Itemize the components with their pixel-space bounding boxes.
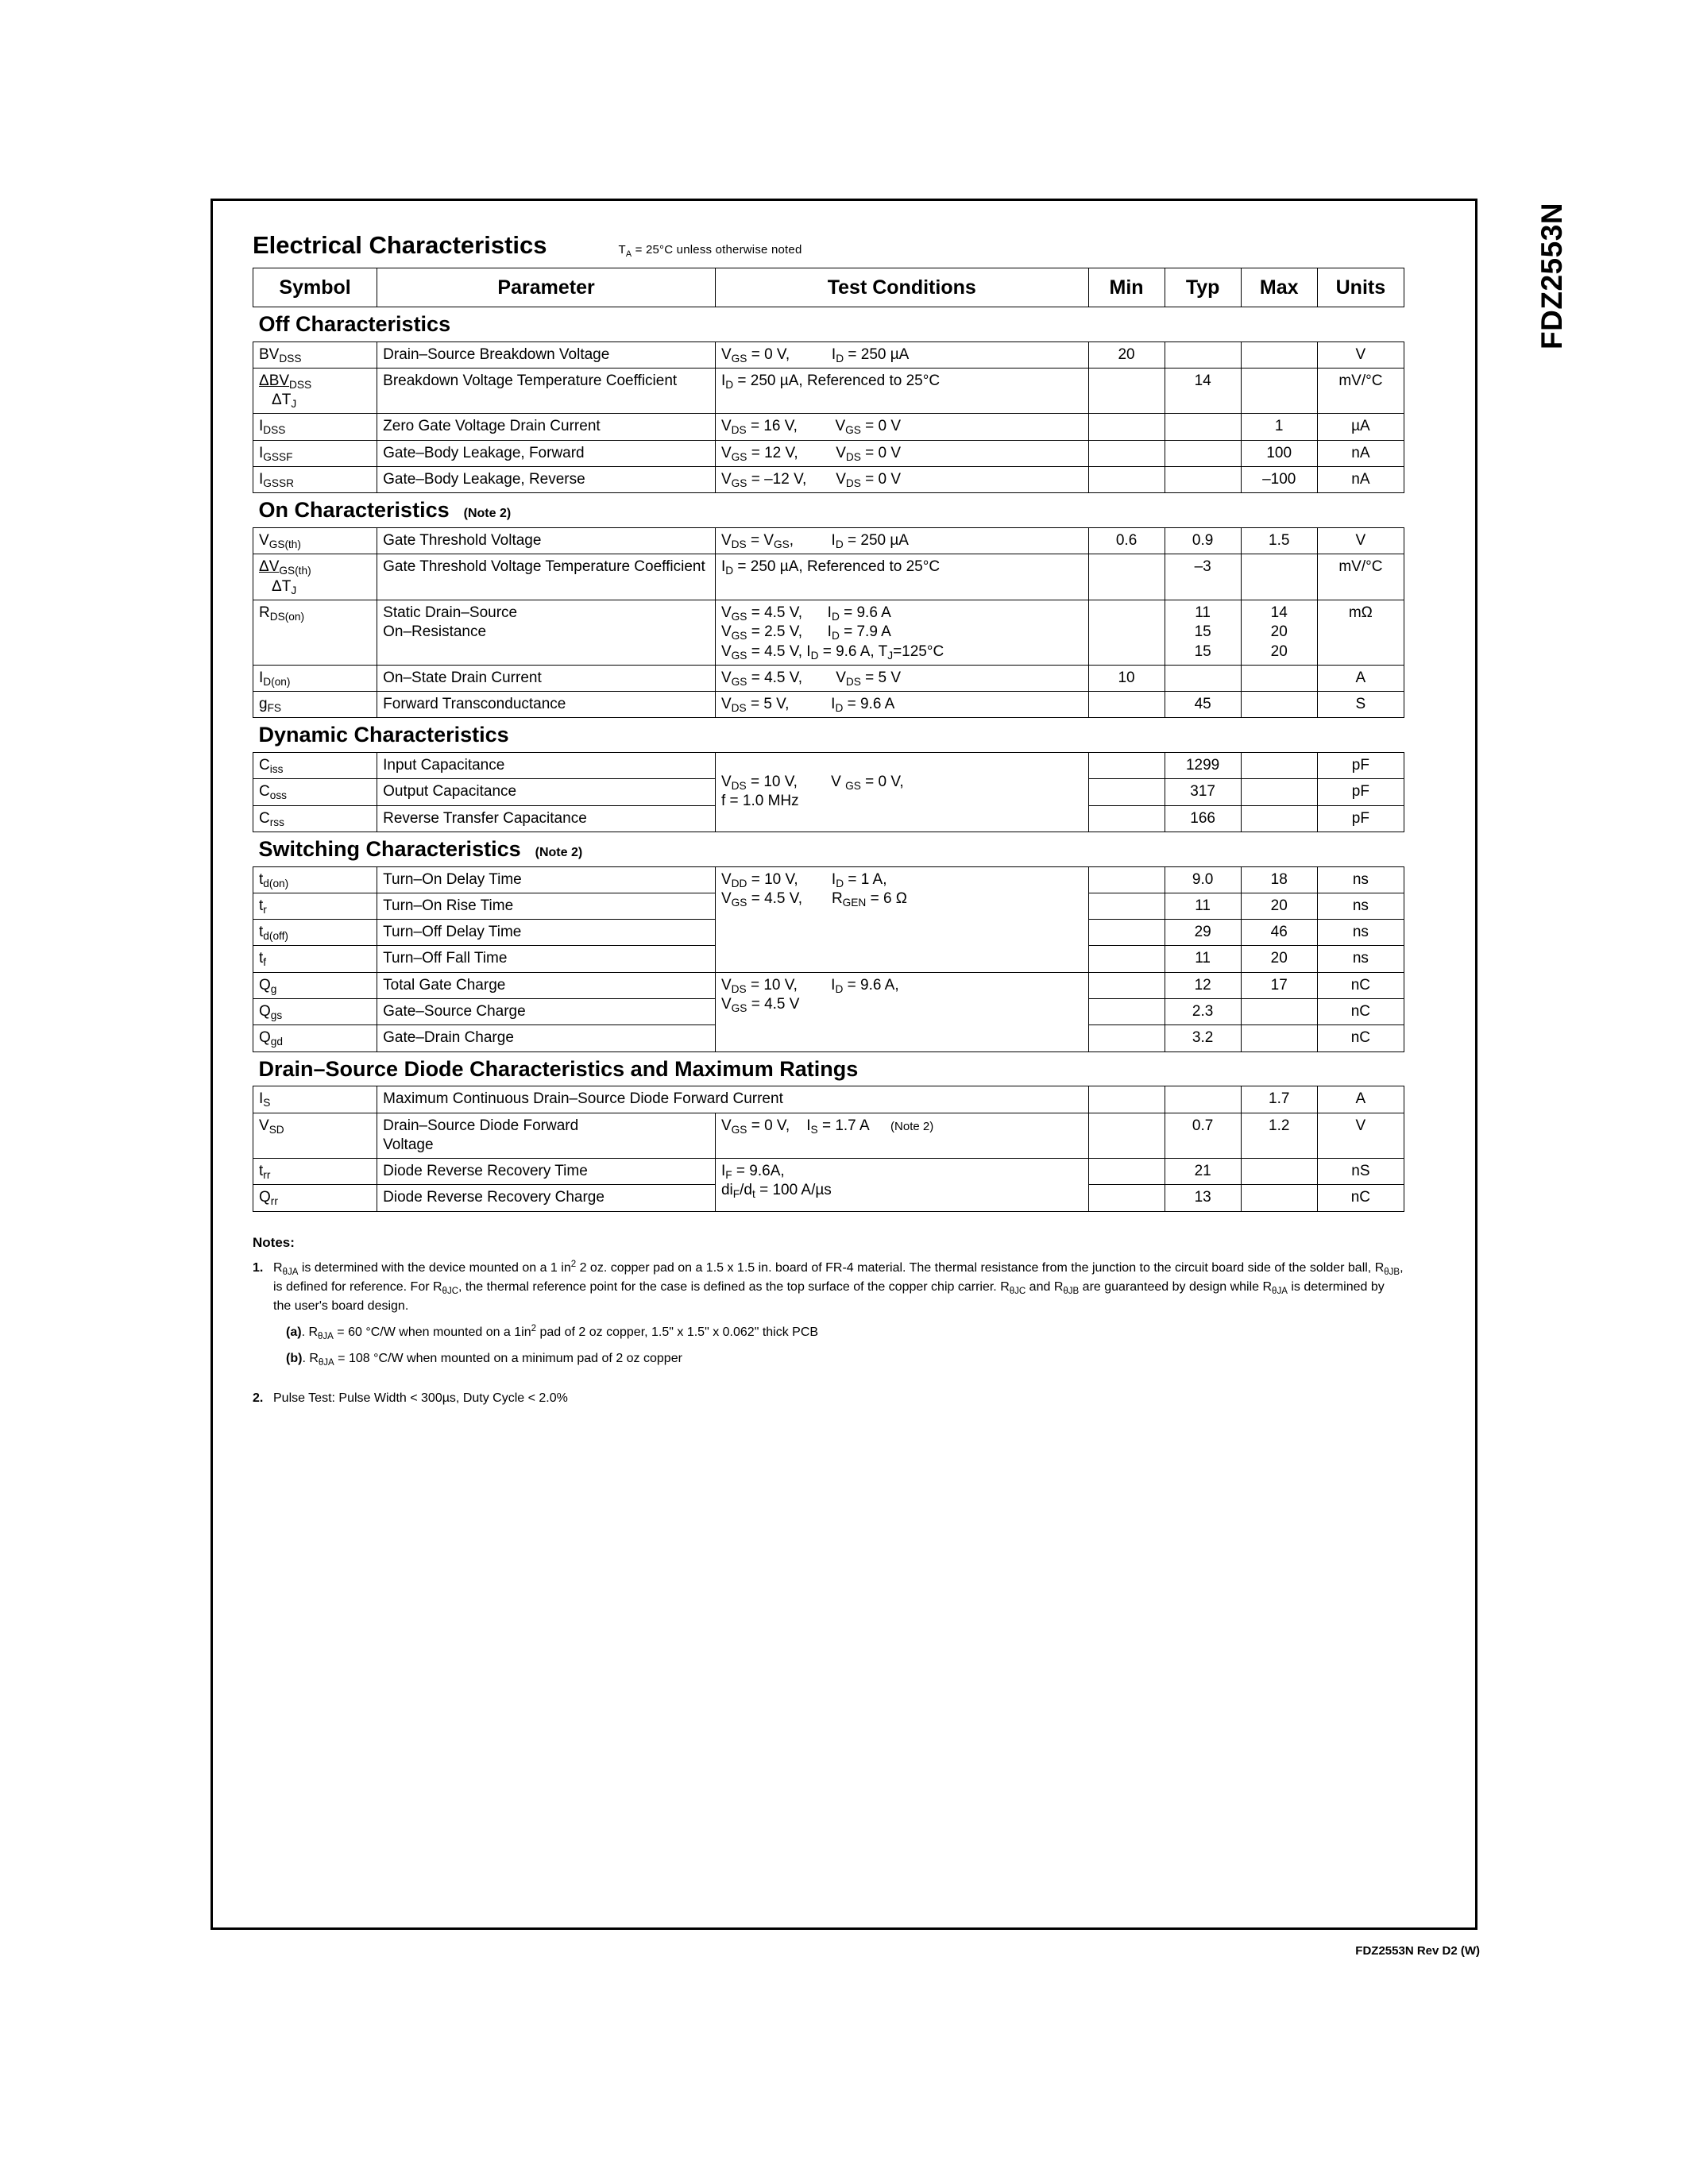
cell-symbol: $t_{d(off)}$ [253, 920, 377, 946]
cell-typ: 1299 [1165, 753, 1241, 779]
cell-symbol: $Q_{gs}$ [253, 999, 377, 1025]
cell-conditions-merged: $I_F = 9.6A$, $di_F/d_t = 100$ A/µs [715, 1159, 1088, 1212]
cell-typ: 13 [1165, 1185, 1241, 1211]
cell-parameter: Turn–On Rise Time [377, 893, 716, 919]
cell-typ: 12 [1165, 972, 1241, 998]
cell-min [1088, 600, 1165, 665]
cell-symbol: $Q_{rr}$ [253, 1185, 377, 1211]
cell-conditions: $V_{GS} = 0$ V, $I_S = 1.7$ A (Note 2) [715, 1113, 1088, 1159]
cell-max [1241, 665, 1317, 691]
note-subitem: (a). $R_{\theta JA} = 60$ °C/W when mounted on a $1in^2$ pad of 2 oz copper, 1.5" x 1.5" x 0.062" thick PCB [286, 1324, 819, 1342]
cell-max: 20 [1241, 946, 1317, 972]
cell-symbol: $t_f$ [253, 946, 377, 972]
cell-symbol: $BV_{DSS}$ [253, 341, 377, 368]
cell-typ: 317 [1165, 779, 1241, 805]
cell-units: nA [1317, 467, 1404, 493]
cell-min [1088, 866, 1165, 893]
cell-symbol: $C_{iss}$ [253, 753, 377, 779]
table-row [253, 1159, 1404, 1185]
cell-symbol: $I_{GSSF}$ [253, 440, 377, 466]
cell-parameter: Output Capacitance [377, 779, 716, 805]
cell-max [1241, 805, 1317, 832]
cell-parameter: Drain–Source Breakdown Voltage [377, 341, 716, 368]
notes-title: Notes: [253, 1234, 295, 1250]
cell-units: nS [1317, 1159, 1404, 1185]
table-row [253, 467, 1404, 493]
cell-symbol: $I_{GSSR}$ [253, 467, 377, 493]
table-row [253, 753, 1404, 779]
cell-units: nC [1317, 972, 1404, 998]
cell-min [1088, 920, 1165, 946]
cell-conditions-merged: $V_{DD} = 10$ V, $I_D = 1$ A, $V_{GS} = 4.5$ V, $R_{GEN} = 6$ Ω [715, 866, 1088, 972]
cell-conditions: $V_{GS} = 0$ V, $I_D = 250$ µA [715, 341, 1088, 368]
cell-max [1241, 1025, 1317, 1051]
cell-conditions: $I_D = 250$ µA, Referenced to 25°C [715, 368, 1088, 414]
cell-conditions-merged: $V_{DS} = 10$ V, V $_{GS}$ = 0 V, f = 1.0 MHz [715, 753, 1088, 832]
col-max: Max [1241, 268, 1317, 307]
cell-max: 17 [1241, 972, 1317, 998]
cell-min: 10 [1088, 665, 1165, 691]
cell-units: ns [1317, 946, 1404, 972]
cell-typ [1165, 341, 1241, 368]
cell-parameter: Gate Threshold Voltage [377, 527, 716, 554]
group-note: (Note 2) [535, 845, 583, 859]
cell-min [1088, 1025, 1165, 1051]
cell-conditions: $V_{GS} = 12$ V, $V_{DS} = 0$ V [715, 440, 1088, 466]
cell-typ: 9.0 [1165, 866, 1241, 893]
col-min: Min [1088, 268, 1165, 307]
table-row [253, 665, 1404, 691]
cell-typ: 0.9 [1165, 527, 1241, 554]
cell-parameter: Static Drain–Source On–Resistance [377, 600, 716, 665]
cell-units: pF [1317, 805, 1404, 832]
group-title: Off Characteristics [258, 312, 451, 336]
table-row [253, 368, 1404, 414]
cell-parameter: Gate Threshold Voltage Temperature Coefficient [377, 554, 716, 600]
cell-parameter: Diode Reverse Recovery Time [377, 1159, 716, 1185]
cell-symbol: $R_{DS(on)}$ [253, 600, 377, 665]
note-number: 2. [253, 1391, 264, 1406]
cell-parameter: Reverse Transfer Capacitance [377, 805, 716, 832]
cell-max [1241, 753, 1317, 779]
datasheet-page-frame [211, 199, 1477, 1930]
cell-max [1241, 999, 1317, 1025]
cell-symbol: $C_{rss}$ [253, 805, 377, 832]
cell-max: 18 [1241, 866, 1317, 893]
cell-units: ns [1317, 893, 1404, 919]
cell-units: V [1317, 1113, 1404, 1159]
cell-min [1088, 554, 1165, 600]
cell-parameter: Gate–Source Charge [377, 999, 716, 1025]
cell-conditions: $I_D = 250$ µA, Referenced to 25°C [715, 554, 1088, 600]
cell-typ: 14 [1165, 368, 1241, 414]
cell-units: V [1317, 527, 1404, 554]
cell-units: nC [1317, 1185, 1404, 1211]
cell-min [1088, 1185, 1165, 1211]
cell-units: S [1317, 692, 1404, 718]
table-row [253, 600, 1404, 665]
cell-units: pF [1317, 753, 1404, 779]
note-item [253, 1389, 1404, 1408]
note-number: 1. [253, 1261, 264, 1275]
cell-max: 1 [1241, 414, 1317, 440]
cell-typ [1165, 665, 1241, 691]
cell-max [1241, 1185, 1317, 1211]
cell-parameter: Input Capacitance [377, 753, 716, 779]
cell-max: 1.2 [1241, 1113, 1317, 1159]
cell-typ: 11 [1165, 893, 1241, 919]
page-title: Electrical Characteristics [253, 231, 547, 259]
cell-typ [1165, 440, 1241, 466]
cell-min [1088, 972, 1165, 998]
cell-conditions-merged: $V_{DS} = 10$ V, $I_D = 9.6$ A, $V_{GS} = 4.5$ V [715, 972, 1088, 1051]
cell-symbol: $I_S$ [253, 1086, 377, 1113]
section-header [253, 231, 1404, 260]
note-subitem: (b). $R_{\theta JA} = 108$ °C/W when mounted on a minimum pad of 2 oz copper [286, 1352, 682, 1368]
table-row [253, 1113, 1404, 1159]
cell-typ: 11 15 15 [1165, 600, 1241, 665]
table-header-row [253, 268, 1404, 307]
cell-min [1088, 1113, 1165, 1159]
cell-symbol: $\Delta V_{GS(th)}$ $\Delta T_J$ [253, 554, 377, 600]
cell-max [1241, 779, 1317, 805]
cell-min [1088, 440, 1165, 466]
cell-parameter: Gate–Drain Charge [377, 1025, 716, 1051]
section-condition: $T_A = 25^\circ C$ unless otherwise noted [618, 243, 802, 259]
cell-parameter: Turn–On Delay Time [377, 866, 716, 893]
cell-parameter: Turn–Off Fall Time [377, 946, 716, 972]
cell-max: 46 [1241, 920, 1317, 946]
col-typ: Typ [1165, 268, 1241, 307]
cell-max [1241, 341, 1317, 368]
group-header-dynamic-characteristics [253, 718, 1404, 753]
group-title: Switching Characteristics [258, 836, 521, 861]
cell-symbol: $Q_g$ [253, 972, 377, 998]
cell-typ: 11 [1165, 946, 1241, 972]
table-row [253, 440, 1404, 466]
group-header-on-characteristics [253, 493, 1404, 528]
cell-symbol: $I_{D(on)}$ [253, 665, 377, 691]
cell-units: mV/°C [1317, 554, 1404, 600]
cell-min [1088, 692, 1165, 718]
cell-max [1241, 554, 1317, 600]
cell-units: nC [1317, 1025, 1404, 1051]
table-row [253, 341, 1404, 368]
note-text: $R_{\theta JA}$ is determined with the device mounted on a 1 $in^2$ 2 oz. copper pad on a 1.5 x 1.5 in. board of FR-4 material. The thermal resistance from the junction to the circuit board side of the solder ball, $R_{\theta JB}$, is defined for reference. For $R_{\theta JC}$, the thermal reference point for the case is defined as the top surface of the copper chip carrier. $R_{\theta JC}$ and $R_{\theta JB}$ are guaranteed by design while $R_{\theta JA}$ is determined by the user's board design. [273, 1260, 1404, 1314]
group-title: Dynamic Characteristics [258, 723, 509, 747]
cell-max: 100 [1241, 440, 1317, 466]
cell-units: ns [1317, 920, 1404, 946]
cell-units: mV/°C [1317, 368, 1404, 414]
cell-units: nC [1317, 999, 1404, 1025]
cell-max [1241, 1159, 1317, 1185]
cell-units: ns [1317, 866, 1404, 893]
cell-parameter: Gate–Body Leakage, Forward [377, 440, 716, 466]
cell-max: 20 [1241, 893, 1317, 919]
col-units: Units [1317, 268, 1404, 307]
cell-parameter: Forward Transconductance [377, 692, 716, 718]
table-row [253, 972, 1404, 998]
cell-units: mΩ [1317, 600, 1404, 665]
table-row [253, 1086, 1404, 1113]
cell-conditions: $V_{DS} = V_{GS}$, $I_D = 250$ µA [715, 527, 1088, 554]
cell-typ [1165, 467, 1241, 493]
cell-max: 14 20 20 [1241, 600, 1317, 665]
cell-units: A [1317, 665, 1404, 691]
cell-typ: 0.7 [1165, 1113, 1241, 1159]
col-parameter: Parameter [377, 268, 716, 307]
cell-min [1088, 999, 1165, 1025]
cell-min [1088, 805, 1165, 832]
cell-max [1241, 368, 1317, 414]
group-header-switching-characteristics [253, 832, 1404, 866]
cell-symbol: $Q_{gd}$ [253, 1025, 377, 1051]
group-title: Drain–Source Diode Characteristics and Maximum Ratings [258, 1056, 859, 1081]
cell-parameter: Maximum Continuous Drain–Source Diode Forward Current [377, 1086, 1088, 1113]
cell-min: 20 [1088, 341, 1165, 368]
cell-min [1088, 368, 1165, 414]
group-header-off-characteristics [253, 307, 1404, 342]
table-row [253, 414, 1404, 440]
page-content [253, 231, 1404, 1411]
cell-units: µA [1317, 414, 1404, 440]
cell-max: –100 [1241, 467, 1317, 493]
cell-min: 0.6 [1088, 527, 1165, 554]
cell-parameter: Breakdown Voltage Temperature Coefficient [377, 368, 716, 414]
cell-min [1088, 946, 1165, 972]
cell-min [1088, 893, 1165, 919]
cell-conditions: $V_{GS} = -12$ V, $V_{DS} = 0$ V [715, 467, 1088, 493]
col-symbol: Symbol [253, 268, 377, 307]
cell-typ [1165, 414, 1241, 440]
table-row [253, 527, 1404, 554]
cell-conditions: $V_{DS} = 5$ V, $I_D = 9.6$ A [715, 692, 1088, 718]
page-footer: FDZ2553N Rev D2 (W) [1355, 1944, 1480, 1958]
cell-parameter: Turn–Off Delay Time [377, 920, 716, 946]
cell-parameter: Drain–Source Diode Forward Voltage [377, 1113, 716, 1159]
cell-typ: 21 [1165, 1159, 1241, 1185]
cell-typ [1165, 1086, 1241, 1113]
cell-min [1088, 1159, 1165, 1185]
cell-parameter: On–State Drain Current [377, 665, 716, 691]
cell-typ: 29 [1165, 920, 1241, 946]
cell-typ: 45 [1165, 692, 1241, 718]
cell-max: 1.5 [1241, 527, 1317, 554]
cell-max [1241, 692, 1317, 718]
cell-parameter: Diode Reverse Recovery Charge [377, 1185, 716, 1211]
cell-symbol: $V_{GS(th)}$ [253, 527, 377, 554]
cell-typ: 166 [1165, 805, 1241, 832]
electrical-characteristics-table [253, 268, 1404, 1212]
cell-symbol: $t_{d(on)}$ [253, 866, 377, 893]
cell-symbol: $t_{rr}$ [253, 1159, 377, 1185]
cell-min [1088, 779, 1165, 805]
part-number-side-label: FDZ2553N [1535, 203, 1568, 349]
cell-symbol: $\Delta BV_{DSS}$ $\Delta T_J$ [253, 368, 377, 414]
group-title: On Characteristics [258, 498, 450, 523]
cell-symbol: $V_{SD}$ [253, 1113, 377, 1159]
cell-typ: 3.2 [1165, 1025, 1241, 1051]
cell-symbol: $t_r$ [253, 893, 377, 919]
table-row [253, 554, 1404, 600]
cell-parameter: Total Gate Charge [377, 972, 716, 998]
notes-section [253, 1233, 1404, 1409]
cell-parameter: Gate–Body Leakage, Reverse [377, 467, 716, 493]
cell-units: V [1317, 341, 1404, 368]
cell-min [1088, 1086, 1165, 1113]
cell-typ: 2.3 [1165, 999, 1241, 1025]
note-item [253, 1259, 1404, 1316]
cell-parameter: Zero Gate Voltage Drain Current [377, 414, 716, 440]
note-text: Pulse Test: Pulse Width < 300µs, Duty Cycle < 2.0% [273, 1391, 568, 1406]
cell-conditions: $V_{GS} = 4.5$ V, $I_D = 9.6$ A $V_{GS} = 2.5$ V, $I_D = 7.9$ A $V_{GS} = 4.5$ V, $I_D = 9.6$ A, $T_J=125^\circ C$ [715, 600, 1088, 665]
cell-max: 1.7 [1241, 1086, 1317, 1113]
table-row [253, 866, 1404, 893]
cell-symbol: $C_{oss}$ [253, 779, 377, 805]
group-header-diode-characteristics [253, 1051, 1404, 1086]
cell-units: A [1317, 1086, 1404, 1113]
group-note: (Note 2) [463, 507, 512, 521]
cell-typ: –3 [1165, 554, 1241, 600]
cell-units: nA [1317, 440, 1404, 466]
cell-conditions: $V_{DS} = 16$ V, $V_{GS} = 0$ V [715, 414, 1088, 440]
cell-min [1088, 414, 1165, 440]
cell-symbol: $g_{FS}$ [253, 692, 377, 718]
cell-conditions: $V_{GS} = 4.5$ V, $V_{DS} = 5$ V [715, 665, 1088, 691]
cell-min [1088, 753, 1165, 779]
cell-units: pF [1317, 779, 1404, 805]
col-test-conditions: Test Conditions [715, 268, 1088, 307]
table-row [253, 692, 1404, 718]
cell-min [1088, 467, 1165, 493]
cell-symbol: $I_{DSS}$ [253, 414, 377, 440]
